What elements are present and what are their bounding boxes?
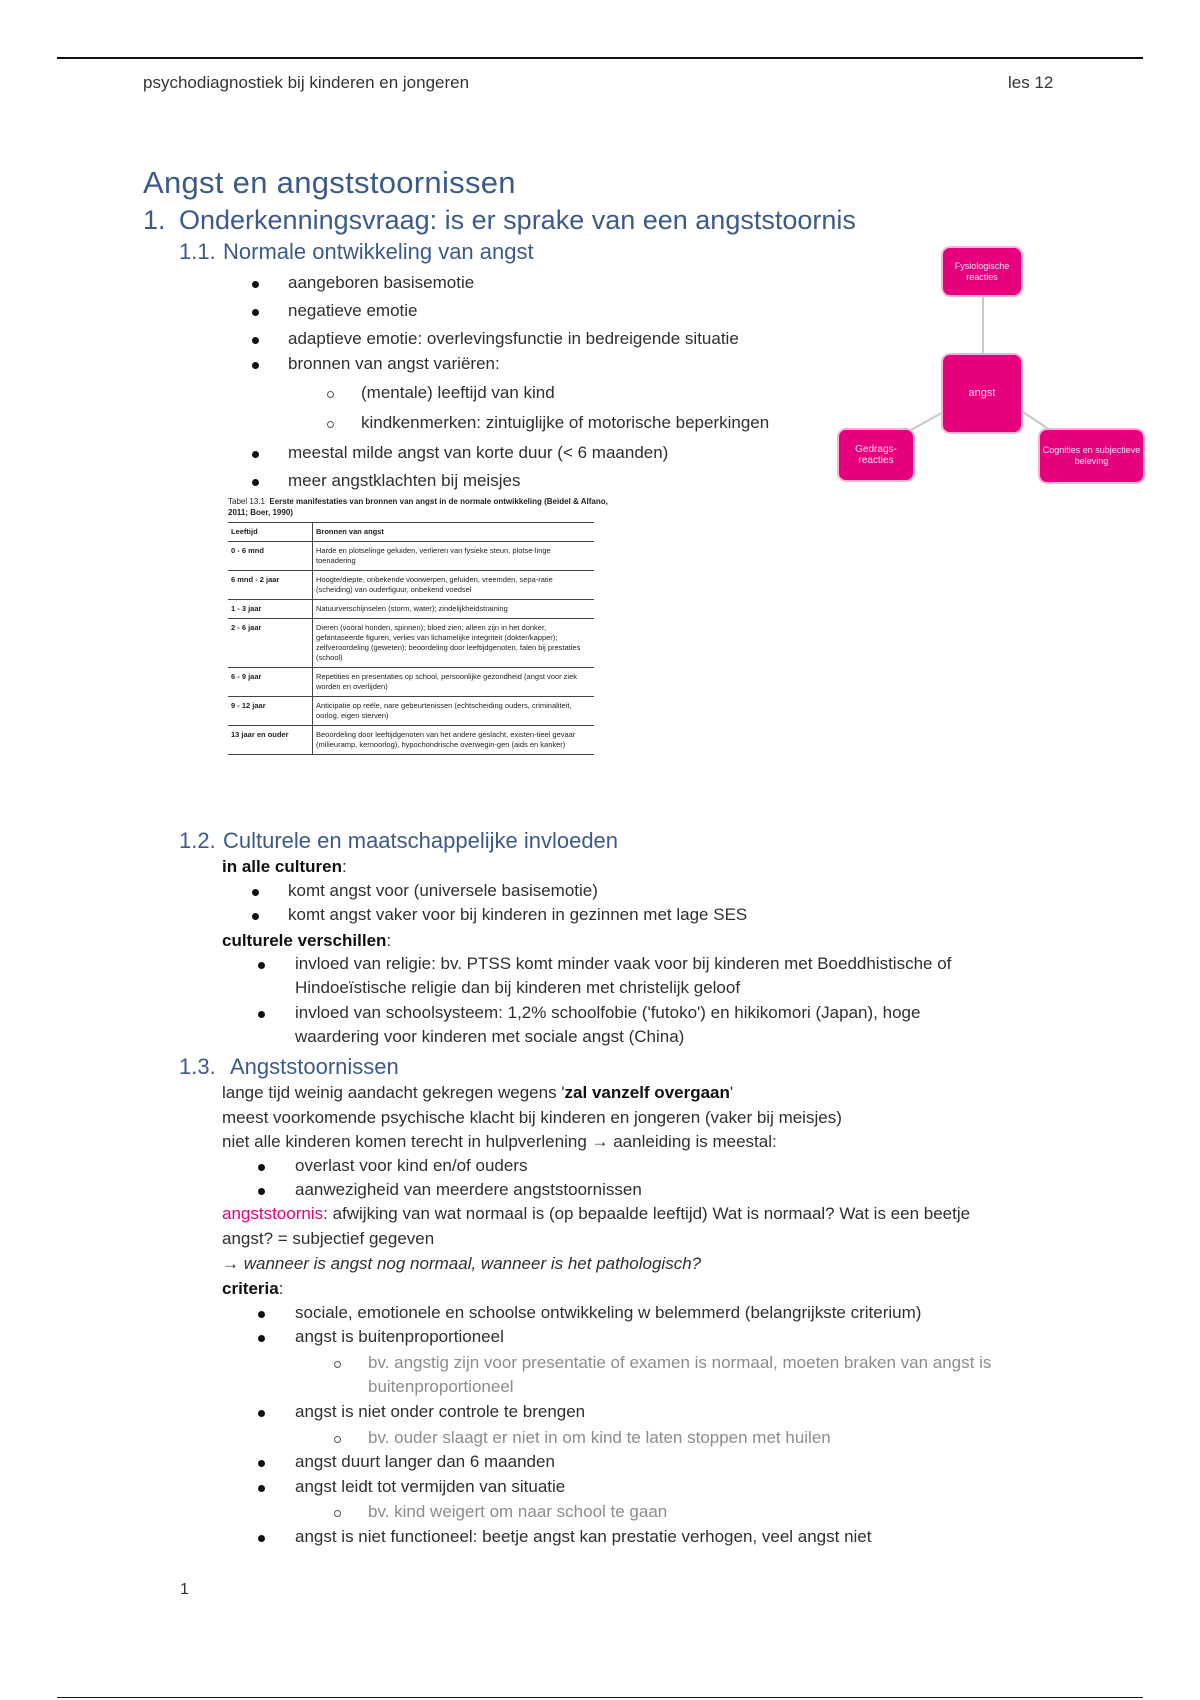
- table-label: Tabel 13.1: [228, 497, 265, 506]
- table-cell-age: 6 - 9 jaar: [228, 668, 313, 697]
- bullet-dot: [252, 913, 259, 920]
- criterion: angst is buitenproportioneel: [295, 1327, 504, 1346]
- list-item-line: invloed van schoolsysteem: 1,2% schoolfobie ('futoko') en hikikomori (Japan), hoge: [295, 1003, 921, 1022]
- table-cell-sources: Natuurverschijnselen (storm, water); zindelijkheidstraining: [313, 600, 595, 619]
- header-course-title: psychodiagnostiek bij kinderen en jongeren: [143, 73, 470, 92]
- header-lesson: les 12: [1008, 73, 1054, 92]
- paragraph-emphasis: zal vanzelf overgaan: [564, 1083, 730, 1102]
- connector-line: [911, 410, 947, 430]
- table-cell-age: 2 - 6 jaar: [228, 619, 313, 668]
- list-item-line: Hindoeïstische religie dan bij kinderen met christelijk geloof: [295, 978, 741, 997]
- table-header-row: [228, 523, 594, 542]
- bullet-dot: [258, 1011, 265, 1018]
- bullet-dot: [258, 1460, 265, 1467]
- page-number: 1: [180, 1581, 189, 1598]
- bullet-dot: [258, 1311, 265, 1318]
- criterion: angst is niet functioneel: beetje angst kan prestatie verhogen, veel angst niet: [295, 1527, 872, 1546]
- criterion-example: bv. ouder slaagt er niet in om kind te laten stoppen met huilen: [368, 1428, 831, 1447]
- table-cell-sources: Hoogte/diepte, onbekende voorwerpen, geluiden, vreemden, sepa-ratie (scheiding) van ouderfiguur, onbekend voedsel: [313, 571, 595, 600]
- criterion-example: bv. kind weigert om naar school te gaan: [368, 1502, 668, 1521]
- criteria-label: criteria:: [222, 1279, 284, 1298]
- paragraph: [222, 1083, 733, 1103]
- table-row: [228, 619, 594, 668]
- bullet-dot: [252, 337, 259, 344]
- section-1-2-number: 1.2.: [179, 828, 216, 853]
- age-anxiety-table: [228, 522, 594, 755]
- criterion-example: buitenproportioneel: [368, 1377, 514, 1396]
- list-item: adaptieve emotie: overlevingsfunctie in bedreigende situatie: [288, 329, 739, 348]
- criterion: angst duurt langer dan 6 maanden: [295, 1452, 555, 1471]
- bullet-dot: [258, 1535, 265, 1542]
- list-item: komt angst voor (universele basisemotie): [288, 881, 598, 900]
- bullet-dot: [258, 1335, 265, 1342]
- bullet-dot: [252, 362, 259, 369]
- section-1-title: Onderkenningsvraag: is er sprake van een angststoornis: [179, 205, 856, 235]
- bullet-dot: [252, 479, 259, 486]
- bullet-dot: [258, 1164, 265, 1171]
- bullet-dot: [258, 1485, 265, 1492]
- list-item-line: invloed van religie: bv. PTSS komt minder vaak voor bij kinderen met Boeddhistische of: [295, 954, 952, 973]
- criteria-label-text: criteria: [222, 1279, 279, 1298]
- sub-list-item: kindkenmerken: zintuiglijke of motorische beperkingen: [361, 413, 770, 432]
- list-item: overlast voor kind en/of ouders: [295, 1156, 528, 1175]
- table-header-age: Leeftijd: [228, 523, 313, 542]
- bullet-dot: [252, 889, 259, 896]
- list-item: komt angst vaker voor bij kinderen in gezinnen met lage SES: [288, 905, 748, 924]
- label-cultural-differences: culturele verschillen:: [222, 931, 392, 950]
- sub-bullet-circle: [327, 421, 334, 428]
- table-caption-text: Eerste manifestaties van bronnen van angst in de normale ontwikkeling (Beidel & Alfano, 2011; Boer, 1990): [228, 497, 608, 517]
- label-cultural-differences-text: culturele verschillen: [222, 931, 387, 950]
- label-all-cultures: in alle culturen:: [222, 857, 347, 876]
- paragraph: meest voorkomende psychische klacht bij kinderen en jongeren (vaker bij meisjes): [222, 1108, 842, 1127]
- table-row: [228, 697, 594, 726]
- section-1-3-title: Angststoornissen: [230, 1054, 399, 1079]
- table-cell-age: 0 - 6 mnd: [228, 542, 313, 571]
- sub-bullet-circle: [334, 1510, 341, 1517]
- bullet-dot: [252, 309, 259, 316]
- table-cell-age: 9 - 12 jaar: [228, 697, 313, 726]
- question: → wanneer is angst nog normaal, wanneer is het pathologisch?: [222, 1254, 702, 1273]
- table-header-sources: Bronnen van angst: [313, 523, 595, 542]
- bullet-dot: [258, 962, 265, 969]
- sub-bullet-circle: [334, 1436, 341, 1443]
- list-item: bronnen van angst variëren:: [288, 354, 500, 373]
- table-cell-age: 13 jaar en ouder: [228, 726, 313, 755]
- table-cell-sources: Anticipatie op reële, nare gebeurtenissen (echtscheiding ouders, criminaliteit, oorlog, eigen sterven): [313, 697, 595, 726]
- list-item: meestal milde angst van korte duur (< 6 maanden): [288, 443, 669, 462]
- table-cell-age: 1 - 3 jaar: [228, 600, 313, 619]
- section-1-3-number: 1.3.: [179, 1054, 216, 1079]
- paragraph-text: lange tijd weinig aandacht gekregen wegens ': [222, 1083, 565, 1102]
- definition-text: : afwijking van wat normaal is (op bepaalde leeftijd) Wat is normaal? Wat is een beetje: [323, 1204, 971, 1223]
- header-rule: [57, 57, 1143, 59]
- bullet-dot: [252, 451, 259, 458]
- footer-rule: [57, 1697, 1143, 1698]
- table-cell-sources: Dieren (vooral honden, spinnen); bloed zien; alleen zijn in het donker, gefantaseerde figuren, verlies van lichamelijke integriteit (dokter/kapper); zelfveroordeling (geweten); beoordeling door leeftijdgenoten, falen bij prestaties (school): [313, 619, 595, 668]
- table-row: [228, 600, 594, 619]
- anxiety-components-diagram: [835, 240, 1145, 490]
- section-1-number: 1.: [143, 205, 166, 235]
- section-1-2-title: Culturele en maatschappelijke invloeden: [223, 828, 619, 853]
- table-cell-age: 6 mnd - 2 jaar: [228, 571, 313, 600]
- section-1-1-title: Normale ontwikkeling van angst: [223, 239, 534, 264]
- paragraph: niet alle kinderen komen terecht in hulpverlening → aanleiding is meestal:: [222, 1132, 777, 1151]
- table-row: [228, 542, 594, 571]
- sub-list-item: (mentale) leeftijd van kind: [361, 383, 555, 402]
- bullet-dot: [258, 1188, 265, 1195]
- table-row: [228, 571, 594, 600]
- bullet-dot: [258, 1410, 265, 1417]
- label-all-cultures-text: in alle culturen: [222, 857, 342, 876]
- list-item: aanwezigheid van meerdere angststoornissen: [295, 1180, 642, 1199]
- diagram-node-cognitive: Cognities en subjectieve beleving: [1040, 430, 1143, 482]
- definition-continued: angst? = subjectief gegeven: [222, 1229, 435, 1248]
- section-1-1-number: 1.1.: [179, 239, 216, 264]
- table-cell-sources: Repetities en presentaties op school, persoonlijke gezondheid (angst voor ziek worden en overlijden): [313, 668, 595, 697]
- list-item: aangeboren basisemotie: [288, 273, 475, 292]
- connector-line: [1020, 410, 1050, 430]
- criterion-example: bv. angstig zijn voor presentatie of examen is normaal, moeten braken van angst is: [368, 1353, 992, 1372]
- criterion: angst leidt tot vermijden van situatie: [295, 1477, 566, 1496]
- definition: [222, 1204, 970, 1224]
- diagram-node-physiological: Fysiologische reacties: [943, 248, 1021, 295]
- table-row: [228, 726, 594, 755]
- list-item: meer angstklachten bij meisjes: [288, 471, 521, 490]
- table-row: [228, 668, 594, 697]
- paragraph-text: ': [729, 1083, 734, 1102]
- sub-bullet-circle: [334, 1361, 341, 1368]
- diagram-node-center: angst: [943, 355, 1021, 432]
- list-item-line: waardering voor kinderen met sociale angst (China): [295, 1027, 685, 1046]
- list-item: negatieve emotie: [288, 301, 418, 320]
- bullet-dot: [252, 281, 259, 288]
- criterion: sociale, emotionele en schoolse ontwikkeling w belemmerd (belangrijkste criterium): [295, 1303, 922, 1322]
- table-cell-sources: Harde en plotselinge geluiden, verlieren van fysieke steun, plotse-linge toenadering: [313, 542, 595, 571]
- sub-bullet-circle: [327, 391, 334, 398]
- criterion: angst is niet onder controle te brengen: [295, 1402, 586, 1421]
- diagram-node-behavioral: Gedrags-reacties: [839, 430, 913, 480]
- table-cell-sources: Beoordeling door leeftijdgenoten van het andere geslacht, existen-tieel gevaar (milieuramp, kernoorlog), hypochondrische overwegin-gen (aids en kanker): [313, 726, 595, 755]
- table-caption: [228, 496, 608, 518]
- definition-term: angststoornis: [222, 1204, 324, 1223]
- page-title: Angst en angststoornissen: [143, 165, 516, 200]
